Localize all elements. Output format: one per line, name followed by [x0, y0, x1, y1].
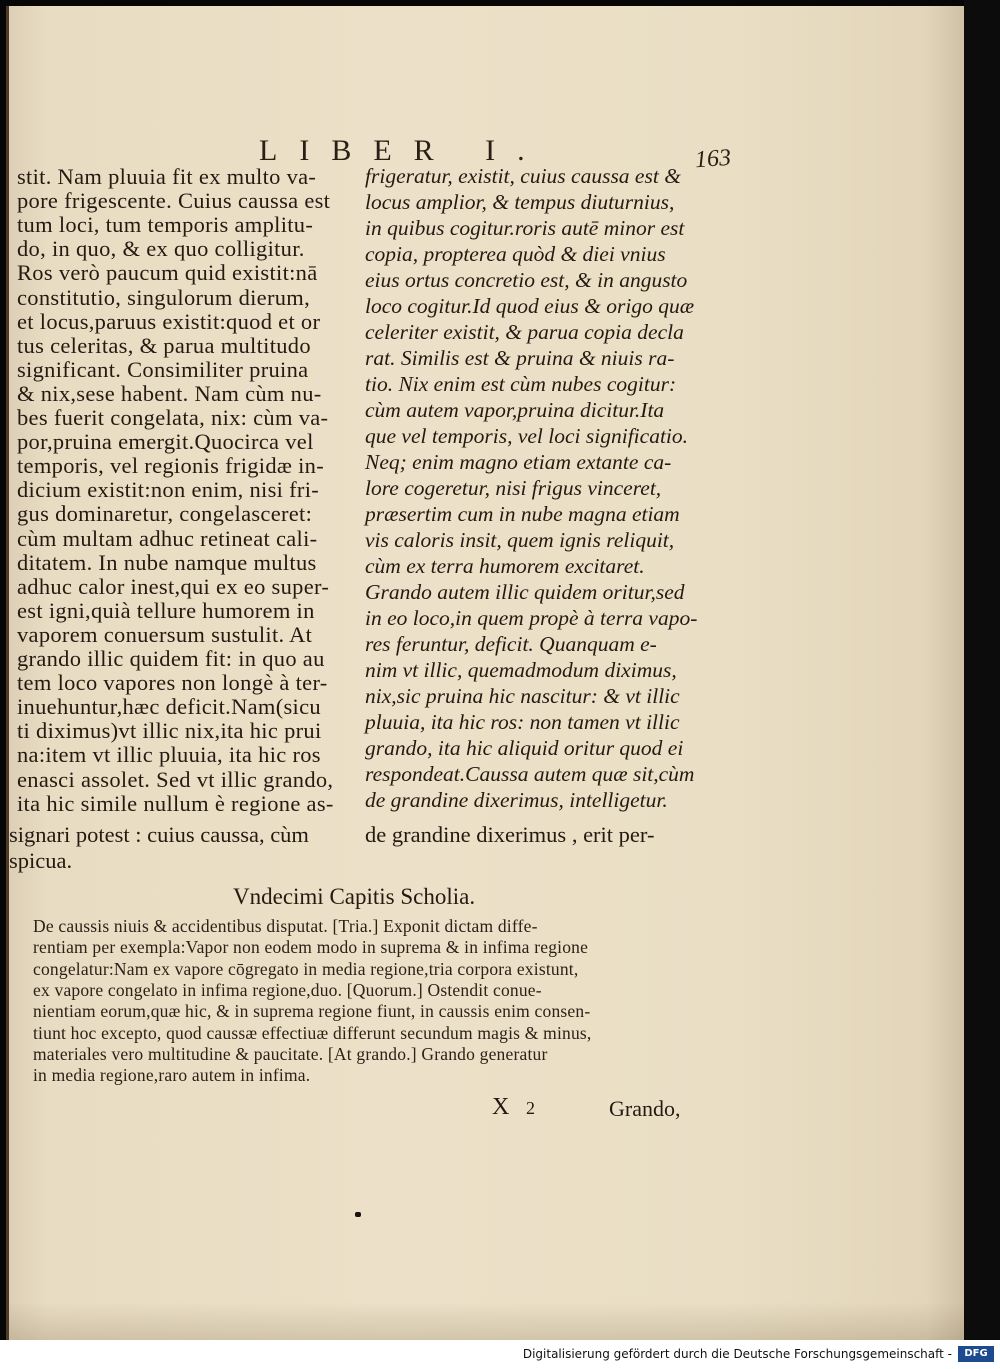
text-line: in quibus cogitur.roris autē minor est [365, 216, 685, 240]
text-line: nix,sic pruina hic nascitur: & vt illic [365, 684, 680, 708]
running-head: LIBER I. [259, 134, 547, 167]
scan-edge [964, 0, 1000, 1340]
text-line: tio. Nix enim est cùm nubes cogitur: [365, 372, 677, 396]
signature-number: 2 [526, 1098, 535, 1118]
text-line: temporis, vel regionis frigidæ in- [17, 453, 325, 479]
text-line: ita hic simile nullum è regione as- [17, 790, 334, 816]
text-line: inuehuntur,hæc deficit.Nam(sicu [17, 694, 321, 720]
text-line: dicium existit:non enim, nisi fri- [17, 477, 320, 503]
page-number: 163 [694, 144, 732, 174]
full-width-line-left: signari potest : cuius caussa, cùm [9, 822, 309, 847]
text-line: ditatem. In nube namque multus [17, 549, 317, 575]
text-line: ti diximus)vt illic nix,ita hic prui [17, 718, 322, 744]
text-line: respondeat.Caussa autem quæ sit,cùm [365, 762, 695, 786]
text-line: copia, propterea quòd & diei vnius [365, 242, 666, 266]
text-line: tus celeritas, & parua multitudo [17, 332, 311, 358]
text-line: tiunt hoc excepto, quod caussæ effectiuæ differunt secundum magis & minus, [33, 1022, 592, 1043]
text-line: frigeratur, existit, cuius caussa est & [365, 164, 681, 188]
text-line: eius ortus concretio est, & in angusto [365, 268, 688, 292]
text-line: por,pruina emergit.Quocirca vel [17, 429, 314, 455]
full-width-line-right: de grandine dixerimus , erit per- [365, 822, 655, 847]
text-line: pluuia, ita hic ros: non tamen vt illic [365, 710, 680, 734]
footer-bar [0, 1340, 1000, 1369]
text-line: vis caloris insit, quem ignis reliquit, [365, 528, 675, 552]
text-line: do, in quo, & ex quo colligitur. [17, 236, 305, 262]
text-line: celeriter existit, & parua copia decla [365, 320, 684, 344]
text-line: significant. Consimiliter pruina [17, 356, 309, 382]
text-line: est igni,quià tellure humorem in [17, 597, 315, 623]
dfg-logo: DFG [958, 1346, 994, 1362]
text-line: constitutio, singulorum dierum, [17, 284, 311, 310]
text-line: grando, ita hic aliquid oritur quod ei [365, 736, 684, 760]
text-line: stit. Nam pluuia fit ex multo va- [17, 164, 317, 189]
footer-credit: Digitalisierung gefördert durch die Deutsche Forschungsgemeinschaft - [522, 1347, 952, 1361]
text-line: & nix,sese habent. Nam cùm nu- [17, 380, 322, 406]
text-line: locus amplior, & tempus diuturnius, [365, 190, 675, 214]
text-line: de grandine dixerimus, intelligetur. [365, 788, 668, 812]
text-line: bes fuerit congelata, nix: cùm va- [17, 405, 329, 430]
text-line: cùm ex terra humorem excitaret. [365, 554, 645, 578]
text-line: rat. Similis est & pruina & niuis ra- [365, 346, 675, 370]
text-line: in media regione,raro autem in infima. [33, 1065, 311, 1086]
ink-speck [355, 1212, 361, 1217]
text-line: enasci assolet. Sed vt illic grando, [17, 766, 334, 792]
text-line: cùm autem vapor,pruina dicitur.Ita [365, 398, 665, 422]
text-line: in eo loco,in quem propè à terra vapo- [365, 606, 698, 630]
text-line: ex vapore congelato in infima regione,duo. [Quorum.] Ostendit conue- [33, 979, 542, 1000]
text-line: tum loci, tum temporis amplitu- [17, 212, 314, 238]
text-line: adhuc calor inest,qui ex eo super- [17, 573, 330, 599]
text-line: gus dominaretur, congelasceret: [17, 501, 313, 527]
text-line: tem loco vapores non longè à ter- [17, 670, 328, 696]
text-line: materiales vero multitudine & paucitate. [At grando.] Grando generatur [33, 1043, 548, 1064]
book-page [6, 6, 964, 1340]
final-line: spicua. [9, 848, 73, 873]
text-line: loco cogitur.Id quod eius & origo quæ [365, 294, 695, 318]
signature-mark: X [492, 1094, 510, 1120]
text-line: vaporem conuersum sustulit. At [17, 621, 313, 647]
catchword: Grando, [609, 1096, 681, 1121]
text-line: præsertim cum in nube magna etiam [365, 502, 680, 526]
text-line: cùm multam adhuc retineat cali- [17, 525, 318, 551]
text-line: lore cogeretur, nisi frigus vinceret, [365, 476, 662, 500]
text-line: nim vt illic, quemadmodum diximus, [365, 658, 677, 682]
text-line: na:item vt illic pluuia, ita hic ros [17, 742, 321, 768]
text-line: que vel temporis, vel loci significatio. [365, 424, 689, 448]
text-line: nientiam eorum,quæ hic, & in suprema regione fiunt, in caussis enim consen- [33, 1001, 591, 1022]
text-line: Grando autem illic quidem oritur,sed [365, 580, 685, 604]
text-line: Neq; enim magno etiam extante ca- [365, 450, 672, 474]
text-line: res feruntur, deficit. Quanquam e- [365, 632, 657, 656]
text-line: et locus,paruus existit:quod et or [17, 308, 321, 334]
text-line: pore frigescente. Cuius caussa est [17, 188, 331, 214]
text-line: De caussis niuis & accidentibus disputat. [Tria.] Exponit dictam diffe- [33, 916, 538, 936]
text-line: grando illic quidem fit: in quo au [17, 646, 325, 671]
text-line: congelatur:Nam ex vapore cōgregato in media regione,tria corpora existunt, [33, 958, 579, 979]
text-line: Ros verò paucum quid existit:nā [17, 260, 318, 286]
text-line: rentiam per exempla:Vapor non eodem modo in suprema & in infima regione [33, 937, 589, 958]
scholia-title: Vndecimi Capitis Scholia. [233, 884, 476, 909]
